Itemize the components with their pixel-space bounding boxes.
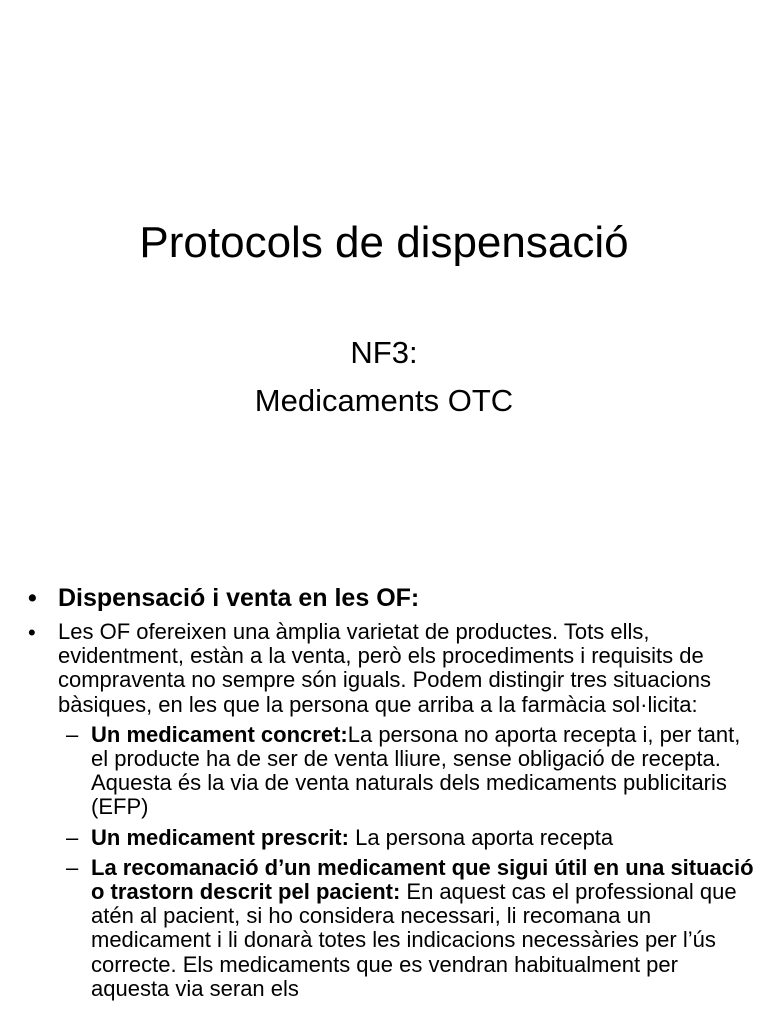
section-heading: Dispensació i venta en les OF:: [58, 584, 420, 612]
dash-icon: –: [66, 854, 79, 880]
sub-item-text: En aquest cas el professional que atén al pacient, si ho considera necessari, li recomana un medicament i li donarà totes les indicacions necessàries per l’ús correcte. Els medicaments que es vendran habitualment per aquesta via seran els: [91, 879, 737, 1001]
sub-item-concrete-medicine: [0, 723, 768, 820]
dash-icon: –: [66, 721, 79, 747]
sub-item-prescribed-medicine: [0, 826, 768, 850]
sub-item-recommendation: [0, 856, 768, 1001]
sub-item-text: La persona no aporta recepta i, per tant, el producte ha de ser de venta lliure, sense obligació de recepta. Aquesta és la via de venta naturals dels medicaments publicitaris (EFP): [91, 721, 741, 820]
bullet-icon: •: [28, 620, 36, 645]
slide-subtitle-line1: NF3:: [350, 335, 418, 370]
sub-item-label: Un medicament prescrit:: [91, 824, 349, 850]
slide-subtitle-line2: Medicaments OTC: [254, 383, 514, 418]
sub-item-text: La persona aporta recepta: [348, 824, 614, 850]
intro-paragraph: Les OF ofereixen una àmplia varietat de productes. Tots ells, evidentment, estàn a la venta, però els procediments i requisits de compraventa no sempre són iguals. Podem distingir tres situacions bàsiques, en les que la persona que arriba a la farmàcia sol·licita:: [58, 619, 711, 717]
sub-item-label: La recomanació d’un medicament que sigui útil en una situació o trastorn descrit pel pacient:: [91, 854, 754, 905]
bullet-intro-item: [0, 620, 768, 717]
slide-title: Protocols de dispensació: [139, 218, 629, 267]
dash-icon: –: [66, 824, 79, 850]
sub-item-label: Un medicament concret:: [91, 721, 348, 747]
bullet-heading-item: [0, 582, 768, 614]
bullet-icon: •: [28, 584, 37, 612]
content-slide: [0, 582, 768, 1007]
